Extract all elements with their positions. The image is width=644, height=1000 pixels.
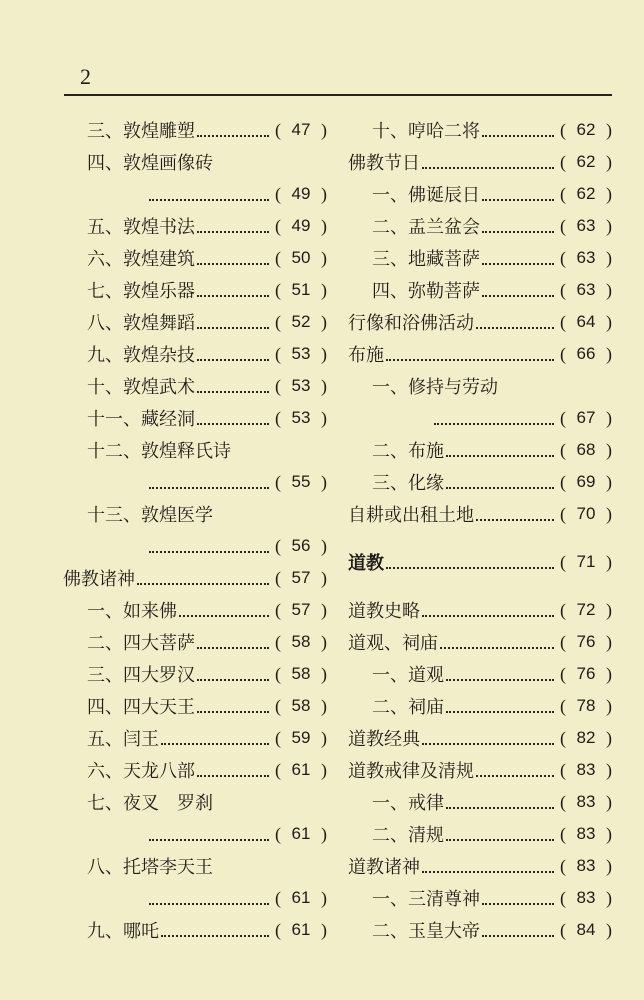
toc-entry-page: 50: [291, 248, 311, 267]
close-paren: ): [321, 471, 327, 492]
open-paren: (: [275, 343, 281, 364]
toc-entry-page: 62: [576, 184, 596, 203]
dot-leader: [386, 566, 554, 569]
close-paren: ): [606, 551, 612, 572]
toc-entry: [63, 594, 331, 626]
toc-entry: [348, 434, 616, 466]
dot-leader: [440, 646, 554, 649]
toc-entry-title: 一、道观: [372, 665, 444, 686]
toc-entry-page: 76: [576, 664, 596, 683]
open-paren: (: [275, 471, 281, 492]
open-paren: (: [560, 727, 566, 748]
dot-leader: [149, 838, 269, 841]
toc-entry-page: 83: [576, 888, 596, 907]
toc-entry-title: 三、地藏菩萨: [372, 249, 480, 270]
toc-entry-title: 道教: [348, 553, 384, 574]
toc-entry: [348, 882, 616, 914]
dot-leader: [422, 614, 554, 617]
dot-leader: [197, 422, 269, 425]
toc-entry: [63, 530, 331, 562]
toc-entry: [63, 882, 331, 914]
toc-entry-page: 70: [576, 504, 596, 523]
close-paren: ): [321, 279, 327, 300]
dot-leader: [482, 262, 554, 265]
toc-entry: [63, 626, 331, 658]
toc-entry: [348, 498, 616, 530]
toc-entry: [348, 178, 616, 210]
dot-leader: [197, 390, 269, 393]
open-paren: (: [560, 551, 566, 572]
toc-entry-title: 行像和浴佛活动: [348, 313, 474, 334]
toc-entry-title: 二、清规: [372, 825, 444, 846]
dot-leader: [197, 774, 269, 777]
toc-entry-title: 四、敦煌画像砖: [87, 153, 213, 174]
toc-entry-title: 佛教节日: [348, 153, 420, 174]
open-paren: (: [560, 887, 566, 908]
toc-entry-title: 佛教诸神: [63, 569, 135, 590]
toc-entry-title: 二、布施: [372, 441, 444, 462]
toc-entry: [63, 818, 331, 850]
close-paren: ): [606, 407, 612, 428]
toc-entry: [63, 370, 331, 402]
toc-entry: [63, 210, 331, 242]
close-paren: ): [606, 439, 612, 460]
open-paren: (: [560, 151, 566, 172]
toc-entry-title: 八、敦煌舞蹈: [87, 313, 195, 334]
open-paren: (: [560, 311, 566, 332]
open-paren: (: [560, 407, 566, 428]
toc-entry-page: 66: [576, 344, 596, 363]
toc-entry-page: 62: [576, 152, 596, 171]
toc-entry-title: 道观、祠庙: [348, 633, 438, 654]
toc-entry-page: 69: [576, 472, 596, 491]
toc-entry-page: 57: [291, 568, 311, 587]
open-paren: (: [560, 599, 566, 620]
open-paren: (: [275, 727, 281, 748]
toc-entry: [63, 754, 331, 786]
open-paren: (: [275, 535, 281, 556]
toc-entry-title: 二、祠庙: [372, 697, 444, 718]
dot-leader: [482, 934, 554, 937]
close-paren: ): [321, 247, 327, 268]
toc-entry-page: 68: [576, 440, 596, 459]
toc-entry-page: 62: [576, 120, 596, 139]
open-paren: (: [275, 119, 281, 140]
open-paren: (: [275, 215, 281, 236]
close-paren: ): [606, 119, 612, 140]
dot-leader: [179, 614, 269, 617]
open-paren: (: [560, 631, 566, 652]
dot-leader: [197, 262, 269, 265]
toc-entry-title: 十一、藏经洞: [87, 409, 195, 430]
toc-entry: [63, 498, 331, 530]
toc-entry: [63, 722, 331, 754]
toc-entry: [348, 658, 616, 690]
close-paren: ): [606, 471, 612, 492]
dot-leader: [149, 902, 269, 905]
toc-entry: [63, 786, 331, 818]
toc-entry: [63, 466, 331, 498]
toc-entry: [348, 402, 616, 434]
toc-entry-title: 七、夜叉 罗刹: [87, 793, 213, 814]
open-paren: (: [560, 823, 566, 844]
close-paren: ): [321, 887, 327, 908]
dot-leader: [197, 678, 269, 681]
toc-entry-page: 83: [576, 760, 596, 779]
toc-entry: [63, 114, 331, 146]
open-paren: (: [560, 215, 566, 236]
toc-entry-title: 十、哼哈二将: [372, 121, 480, 142]
toc-entry-title: 自耕或出租土地: [348, 505, 474, 526]
toc-entry-title: 一、如来佛: [87, 601, 177, 622]
toc-entry: [348, 818, 616, 850]
close-paren: ): [321, 919, 327, 940]
open-paren: (: [275, 823, 281, 844]
toc-entry-title: 道教史略: [348, 601, 420, 622]
open-paren: (: [275, 663, 281, 684]
toc-entry: [63, 402, 331, 434]
dot-leader: [434, 422, 554, 425]
open-paren: (: [560, 503, 566, 524]
close-paren: ): [321, 215, 327, 236]
close-paren: ): [321, 599, 327, 620]
open-paren: (: [275, 567, 281, 588]
toc-entry-title: 七、敦煌乐器: [87, 281, 195, 302]
dot-leader: [446, 454, 554, 457]
dot-leader: [197, 134, 269, 137]
toc-entry-page: 55: [291, 472, 311, 491]
toc-entry-page: 61: [291, 824, 311, 843]
close-paren: ): [321, 663, 327, 684]
toc-entry: [348, 274, 616, 306]
close-paren: ): [321, 343, 327, 364]
toc-entry: [348, 370, 616, 402]
toc-entry-page: 53: [291, 376, 311, 395]
toc-entry: [63, 146, 331, 178]
toc-entry-page: 56: [291, 536, 311, 555]
toc-entry: [348, 914, 616, 946]
toc-entry: [348, 242, 616, 274]
toc-entry-title: 三、化缘: [372, 473, 444, 494]
close-paren: ): [606, 343, 612, 364]
close-paren: ): [606, 823, 612, 844]
open-paren: (: [275, 919, 281, 940]
toc-entry: [63, 658, 331, 690]
toc-entry-page: 78: [576, 696, 596, 715]
dot-leader: [197, 358, 269, 361]
toc-entry-page: 47: [291, 120, 311, 139]
close-paren: ): [606, 727, 612, 748]
close-paren: ): [321, 183, 327, 204]
toc-entry-page: 82: [576, 728, 596, 747]
toc-entry: [348, 546, 616, 578]
dot-leader: [422, 166, 554, 169]
toc-entry-page: 83: [576, 792, 596, 811]
dot-leader: [149, 550, 269, 553]
dot-leader: [197, 646, 269, 649]
toc-entry-page: 57: [291, 600, 311, 619]
toc-entry: [348, 338, 616, 370]
dot-leader: [161, 742, 269, 745]
close-paren: ): [606, 183, 612, 204]
toc-entry: [63, 306, 331, 338]
open-paren: (: [275, 887, 281, 908]
open-paren: (: [560, 919, 566, 940]
toc-entry-title: 道教戒律及清规: [348, 761, 474, 782]
toc-entry-title: 十二、敦煌释氏诗: [87, 441, 231, 462]
header-rule: [64, 94, 612, 96]
toc-entry: [348, 594, 616, 626]
close-paren: ): [606, 503, 612, 524]
toc-entry-page: 59: [291, 728, 311, 747]
toc-entry-title: 二、四大菩萨: [87, 633, 195, 654]
toc-entry-page: 61: [291, 888, 311, 907]
close-paren: ): [606, 279, 612, 300]
close-paren: ): [321, 823, 327, 844]
dot-leader: [386, 358, 554, 361]
open-paren: (: [560, 471, 566, 492]
toc-entry-title: 一、三清尊神: [372, 889, 480, 910]
toc-entry-page: 67: [576, 408, 596, 427]
toc-entry-page: 51: [291, 280, 311, 299]
toc-entry-title: 三、敦煌雕塑: [87, 121, 195, 142]
dot-leader: [446, 678, 554, 681]
dot-leader: [482, 902, 554, 905]
toc-entry-title: 十三、敦煌医学: [87, 505, 213, 526]
toc-entry: [348, 466, 616, 498]
close-paren: ): [606, 759, 612, 780]
open-paren: (: [560, 855, 566, 876]
open-paren: (: [560, 279, 566, 300]
toc-entry-title: 一、佛诞辰日: [372, 185, 480, 206]
toc-entry-title: 十、敦煌武术: [87, 377, 195, 398]
toc-entry: [63, 914, 331, 946]
toc-entry-title: 六、天龙八部: [87, 761, 195, 782]
toc-entry: [348, 210, 616, 242]
toc-entry-title: 八、托塔李天王: [87, 857, 213, 878]
toc-entry-page: 49: [291, 216, 311, 235]
dot-leader: [446, 838, 554, 841]
dot-leader: [482, 294, 554, 297]
dot-leader: [476, 326, 554, 329]
toc-entry-page: 63: [576, 248, 596, 267]
close-paren: ): [606, 599, 612, 620]
toc-entry-page: 49: [291, 184, 311, 203]
toc-entry-page: 61: [291, 760, 311, 779]
toc-entry-page: 53: [291, 408, 311, 427]
open-paren: (: [560, 663, 566, 684]
toc-entry-page: 83: [576, 856, 596, 875]
toc-entry: [63, 850, 331, 882]
toc-entry-page: 63: [576, 280, 596, 299]
toc-entry-page: 76: [576, 632, 596, 651]
dot-leader: [476, 518, 554, 521]
close-paren: ): [606, 887, 612, 908]
toc-entry: [63, 274, 331, 306]
close-paren: ): [606, 631, 612, 652]
toc-entry-page: 58: [291, 632, 311, 651]
open-paren: (: [275, 183, 281, 204]
open-paren: (: [560, 695, 566, 716]
toc-entry-title: 五、敦煌书法: [87, 217, 195, 238]
toc-entry-title: 三、四大罗汉: [87, 665, 195, 686]
open-paren: (: [560, 439, 566, 460]
dot-leader: [446, 806, 554, 809]
close-paren: ): [321, 567, 327, 588]
close-paren: ): [321, 311, 327, 332]
dot-leader: [422, 742, 554, 745]
page-number: 2: [80, 64, 91, 89]
dot-leader: [137, 582, 269, 585]
dot-leader: [446, 486, 554, 489]
close-paren: ): [606, 791, 612, 812]
close-paren: ): [606, 311, 612, 332]
toc-entry-title: 四、弥勒菩萨: [372, 281, 480, 302]
toc-entry: [348, 306, 616, 338]
toc-entry: [63, 178, 331, 210]
close-paren: ): [606, 215, 612, 236]
toc-entry: [63, 690, 331, 722]
open-paren: (: [560, 247, 566, 268]
close-paren: ): [606, 919, 612, 940]
close-paren: ): [321, 535, 327, 556]
dot-leader: [197, 294, 269, 297]
dot-leader: [482, 198, 554, 201]
toc-entry-title: 二、玉皇大帝: [372, 921, 480, 942]
toc-entry-title: 五、闫王: [87, 729, 159, 750]
dot-leader: [422, 870, 554, 873]
open-paren: (: [275, 375, 281, 396]
toc-entry: [348, 754, 616, 786]
toc-entry: [348, 786, 616, 818]
close-paren: ): [321, 407, 327, 428]
toc-entry-page: 84: [576, 920, 596, 939]
toc-entry-title: 道教经典: [348, 729, 420, 750]
close-paren: ): [321, 375, 327, 396]
open-paren: (: [275, 695, 281, 716]
close-paren: ): [321, 631, 327, 652]
toc-entry: [348, 850, 616, 882]
toc-entry: [63, 434, 331, 466]
close-paren: ): [321, 727, 327, 748]
toc-entry: [63, 338, 331, 370]
open-paren: (: [275, 247, 281, 268]
open-paren: (: [560, 343, 566, 364]
close-paren: ): [606, 663, 612, 684]
close-paren: ): [606, 855, 612, 876]
toc-entry-page: 72: [576, 600, 596, 619]
toc-entry-title: 四、四大天王: [87, 697, 195, 718]
dot-leader: [482, 230, 554, 233]
toc-entry-page: 63: [576, 216, 596, 235]
open-paren: (: [560, 759, 566, 780]
toc-entry: [63, 562, 331, 594]
close-paren: ): [606, 695, 612, 716]
dot-leader: [161, 934, 269, 937]
toc-entry: [63, 242, 331, 274]
open-paren: (: [560, 183, 566, 204]
toc-entry: [348, 722, 616, 754]
toc-entry-page: 71: [576, 552, 596, 571]
dot-leader: [197, 326, 269, 329]
open-paren: (: [275, 279, 281, 300]
dot-leader: [446, 710, 554, 713]
dot-leader: [149, 486, 269, 489]
toc-entry-title: 九、敦煌杂技: [87, 345, 195, 366]
close-paren: ): [606, 151, 612, 172]
dot-leader: [476, 774, 554, 777]
toc-entry-title: 道教诸神: [348, 857, 420, 878]
toc-entry-page: 64: [576, 312, 596, 331]
toc-entry-page: 53: [291, 344, 311, 363]
toc-entry-page: 58: [291, 664, 311, 683]
toc-entry: [348, 626, 616, 658]
toc-entry-title: 六、敦煌建筑: [87, 249, 195, 270]
open-paren: (: [275, 631, 281, 652]
toc-entry-page: 58: [291, 696, 311, 715]
toc-entry-page: 61: [291, 920, 311, 939]
toc-entry-page: 83: [576, 824, 596, 843]
toc-entry-title: 九、哪吒: [87, 921, 159, 942]
toc-entry-title: 二、盂兰盆会: [372, 217, 480, 238]
open-paren: (: [275, 311, 281, 332]
close-paren: ): [321, 695, 327, 716]
dot-leader: [197, 230, 269, 233]
toc-entry: [348, 146, 616, 178]
dot-leader: [149, 198, 269, 201]
toc-entry: [348, 690, 616, 722]
toc-entry: [348, 114, 616, 146]
open-paren: (: [275, 599, 281, 620]
close-paren: ): [606, 247, 612, 268]
open-paren: (: [560, 119, 566, 140]
toc-entry-page: 52: [291, 312, 311, 331]
open-paren: (: [275, 407, 281, 428]
dot-leader: [482, 134, 554, 137]
dot-leader: [197, 710, 269, 713]
toc-entry-title: 布施: [348, 345, 384, 366]
close-paren: ): [321, 759, 327, 780]
close-paren: ): [321, 119, 327, 140]
toc-entry-title: 一、修持与劳动: [372, 377, 498, 398]
toc-entry-title: 一、戒律: [372, 793, 444, 814]
open-paren: (: [275, 759, 281, 780]
open-paren: (: [560, 791, 566, 812]
